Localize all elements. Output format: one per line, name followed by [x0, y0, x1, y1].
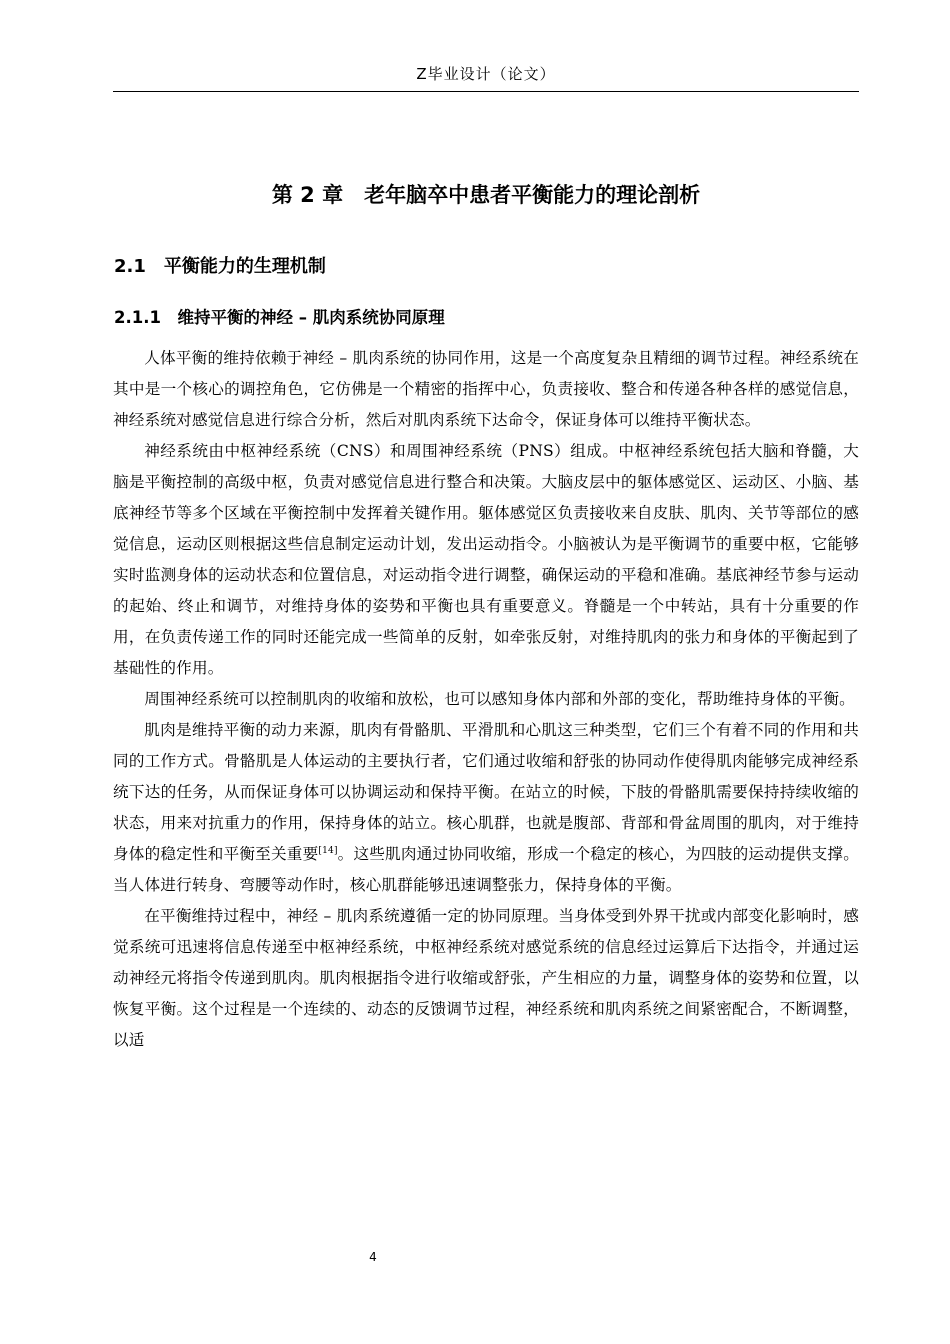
page-number: 4	[369, 1250, 377, 1264]
header-rule	[113, 91, 859, 92]
chapter-title: 第 2 章 老年脑卒中患者平衡能力的理论剖析	[271, 183, 701, 207]
paragraph: 神经系统由中枢神经系统（CNS）和周围神经系统（PNS）组成。中枢神经系统包括大脑和脊髓，大脑是平衡控制的高级中枢，负责对感觉信息进行整合和决策。大脑皮层中的躯体感觉区、运动区、小脑、基底神经节等多个区域在平衡控制中发挥着关键作用。躯体感觉区负责接收来自皮肤、肌肉、关节等部位的感觉信息，运动区则根据这些信息制定运动计划，发出运动指令。小脑被认为是平衡调节的重要中枢，它能够实时监测身体的运动状态和位置信息，对运动指令进行调整，确保运动的平稳和准确。基底神经节参与运动的起始、终止和调节，对维持身体的姿势和平衡也具有重要意义。脊髓是一个中转站，具有十分重要的作用，在负责传递工作的同时还能完成一些简单的反射，如牵张反射，对维持肌肉的张力和身体的平衡起到了基础性的作用。	[113, 442, 859, 677]
paragraph: 在平衡维持过程中，神经 – 肌肉系统遵循一定的协同原理。当身体受到外界干扰或内部变化影响时，感觉系统可迅速将信息传递至中枢神经系统，中枢神经系统对感觉系统的信息经过运算后下达指令，并通过运动神经元将指令传递到肌肉。肌肉根据指令进行收缩或舒张，产生相应的力量，调整身体的姿势和位置，以恢复平衡。这个过程是一个连续的、动态的反馈调节过程，神经系统和肌肉系统之间紧密配合，不断调整，以适	[113, 907, 859, 1049]
paragraph: 人体平衡的维持依赖于神经 – 肌肉系统的协同作用，这是一个高度复杂且精细的调节过程。神经系统在其中是一个核心的调控角色，它仿佛是一个精密的指挥中心，负责接收、整合和传递各种各样的感觉信息，神经系统对感觉信息进行综合分析，然后对肌肉系统下达命令，保证身体可以维持平衡状态。	[113, 349, 859, 429]
paragraph: 周围神经系统可以控制肌肉的收缩和放松，也可以感知身体内部和外部的变化，帮助维持身体的平衡。	[144, 690, 855, 708]
subsection-heading: 2.1.1 维持平衡的神经 – 肌肉系统协同原理	[114, 308, 445, 327]
paragraph	[113, 715, 859, 901]
body-text	[113, 343, 859, 1056]
section-heading: 2.1 平衡能力的生理机制	[114, 256, 326, 277]
paragraph-text: 肌肉是维持平衡的动力来源，肌肉有骨骼肌、平滑肌和心肌这三种类型，它们三个有着不同的作用和共同的工作方式。骨骼肌是人体运动的主要执行者，它们通过收缩和舒张的协同动作使得肌肉能够完成神经系统下达的任务，从而保证身体可以协调运动和保持平衡。在站立的时候，下肢的骨骼肌需要保持持续收缩的状态，用来对抗重力的作用，保持身体的站立。核心肌群，也就是腹部、背部和骨盆周围的肌肉，对于维持身体的稳定性和平衡至关重要	[113, 721, 859, 863]
citation-reference[interactable]: [14]	[318, 845, 338, 856]
paragraph-text: 。这些肌肉通过协同收缩，形成一个稳定的核心，为四肢的运动提供支撑。当人体进行转身、弯腰等动作时，核心肌群能够迅速调整张力，保持身体的平衡。	[113, 845, 859, 894]
running-header: Z毕业设计（论文）	[416, 65, 556, 83]
